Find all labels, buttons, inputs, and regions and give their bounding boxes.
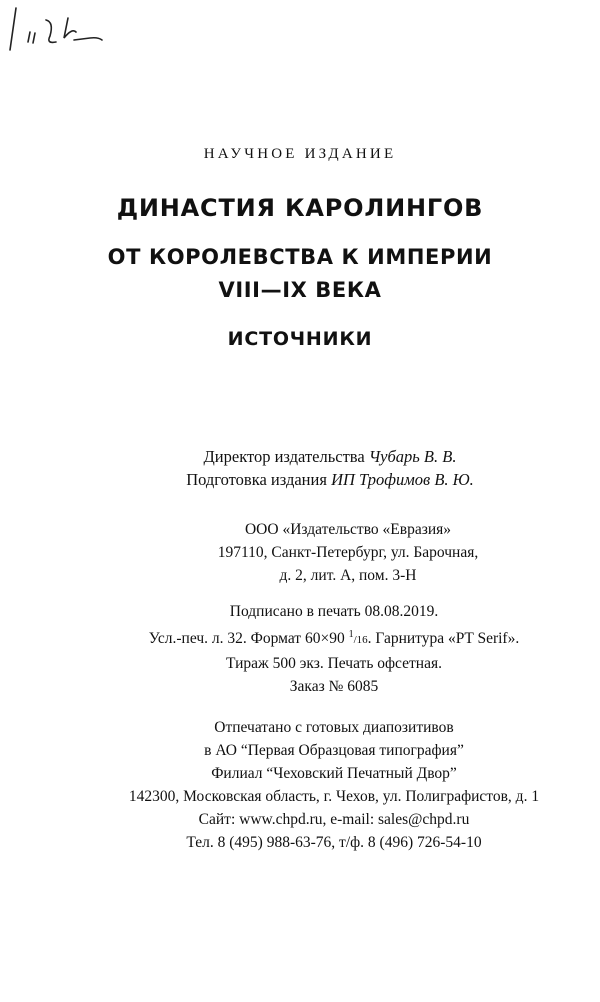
- publisher-name: ООО «Издательство «Евразия»: [244, 521, 452, 538]
- book-section: ИСТОЧНИКИ: [227, 328, 373, 350]
- printer-line-5: Сайт: www.chpd.ru, e-mail: sales@chpd.ru: [198, 811, 470, 828]
- publisher-address-2: д. 2, лит. А, пом. 3-Н: [279, 567, 417, 584]
- director-label: Директор издательства: [203, 447, 365, 466]
- printer-block: [34, 716, 600, 854]
- signed-date: Подписано в печать 08.08.2019.: [229, 603, 439, 620]
- printer-line-3: Филиал “Чеховский Печатный Двор”: [211, 765, 457, 782]
- format-frac-num: 1: [348, 629, 354, 640]
- handwritten-mark-icon: [6, 2, 106, 56]
- format-suffix: . Гарнитура «PT Serif».: [367, 630, 520, 647]
- order-number: Заказ № 6085: [289, 678, 379, 695]
- printer-line-2: в АО “Первая Образцовая типография”: [204, 742, 464, 759]
- prep-line: [30, 468, 600, 491]
- credits-block: [30, 445, 600, 491]
- book-subtitle: ОТ КОРОЛЕВСТВА К ИМПЕРИИ: [107, 245, 493, 269]
- print-run: Тираж 500 экз. Печать офсетная.: [226, 655, 442, 672]
- printer-line-1: Отпечатано с готовых диапозитивов: [214, 719, 454, 736]
- printer-line-4: 142300, Московская область, г. Чехов, ул. Полиграфистов, д. 1: [128, 788, 540, 805]
- publisher-block: [48, 518, 600, 587]
- series-label: НАУЧНОЕ ИЗДАНИЕ: [203, 146, 397, 162]
- prep-name: ИП Трофимов В. Ю.: [331, 470, 474, 489]
- printer-line-6: Тел. 8 (495) 988-63-76, т/ф. 8 (496) 726-54-10: [186, 834, 482, 851]
- print-info-block: [34, 600, 600, 698]
- format-line: [34, 623, 600, 652]
- prep-label: Подготовка издания: [186, 470, 327, 489]
- publisher-address-1: 197110, Санкт-Петербург, ул. Барочная,: [217, 544, 479, 561]
- director-name: Чубарь В. В.: [368, 447, 457, 466]
- book-title: ДИНАСТИЯ КАРОЛИНГОВ: [116, 194, 484, 222]
- format-prefix: Усл.-печ. л. 32. Формат 60×90: [148, 630, 349, 647]
- format-frac-den: /16: [353, 634, 368, 646]
- director-line: [30, 445, 600, 468]
- book-centuries: VIII—IX ВЕКА: [218, 278, 382, 302]
